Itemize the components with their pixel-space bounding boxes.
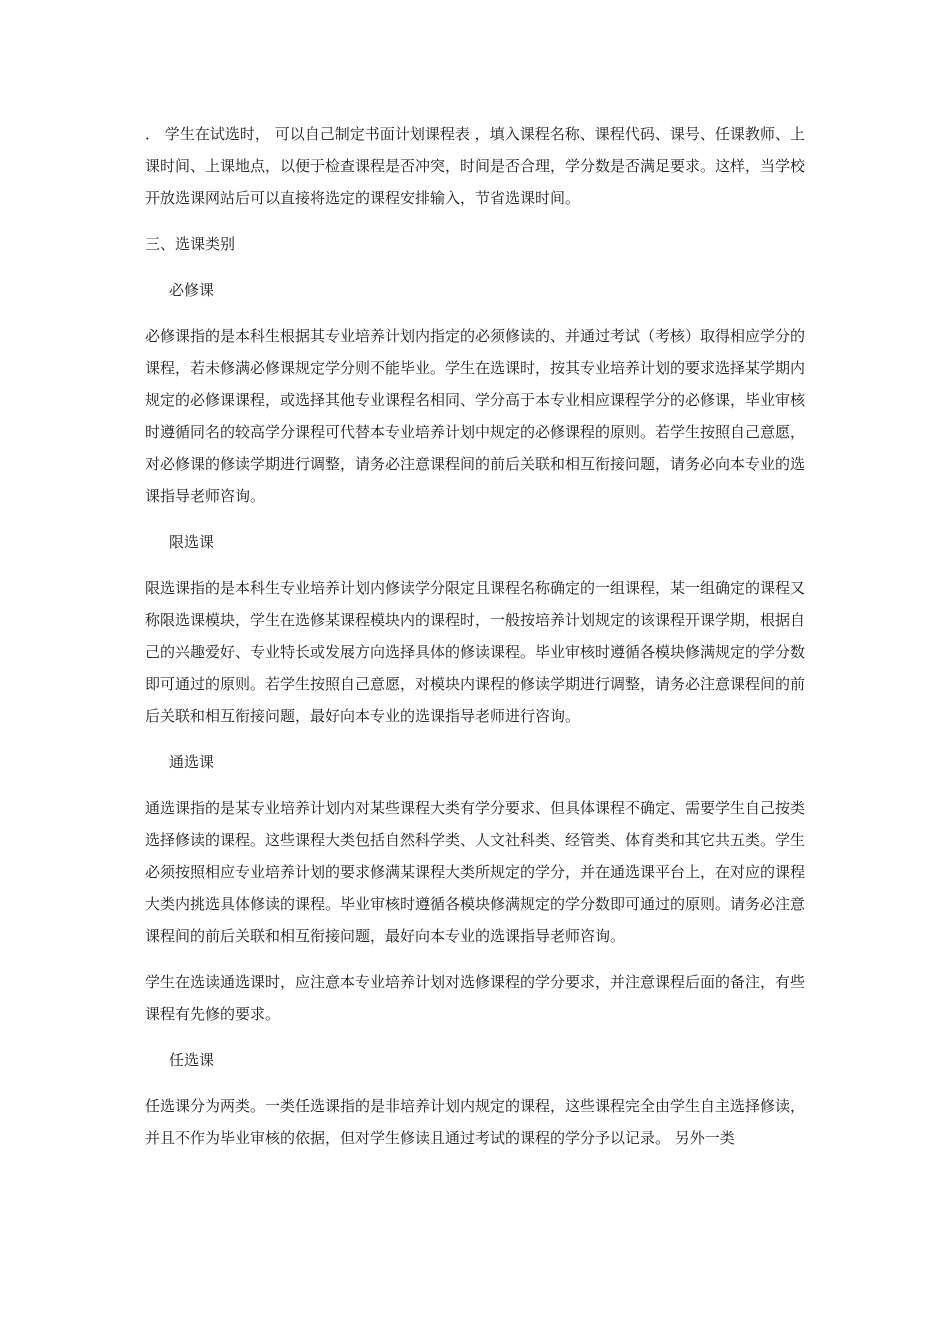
required-course-body: 必修课指的是本科生根据其专业培养计划内指定的必须修读的、并通过考试（考核）取得相应学分的课程，若未修满必修课规定学分则不能毕业。学生在选课时，按其专业培养计划的要求选择某学期内规定的必修课课程，或选择其他专业课程名相同、学分高于本专业相应课程学分的必修课，毕业审核时遵循同名的较高学分课程可代替本专业培养计划中规定的必修课程的原则。若学生按照自己意愿，对必修课的修读学期进行调整，请务必注意课程间的前后关联和相互衔接问题，请务必向本专业的选课指导老师咨询。 bbox=[145, 327, 806, 505]
elective-course-title: 任选课 bbox=[169, 1051, 215, 1069]
required-course-title: 必修课 bbox=[169, 281, 215, 299]
general-course-body: 通选课指的是某专业培养计划内对某些课程大类有学分要求、但具体课程不确定、需要学生自己按类选择修读的课程。这些课程大类包括自然科学类、人文社科类、经管类、体育类和其它共五类。学生必须按照相应专业培养计划的要求修满某课程大类所规定的学分，并在通选课平台上，在对应的课程大类内挑选具体修读的课程。毕业审核时遵循各模块修满规定的学分数即可通过的原则。请务必注意课程间的前后关联和相互衔接问题，最好向本专业的选课指导老师咨询。 bbox=[145, 799, 806, 945]
restricted-course-title: 限选课 bbox=[169, 533, 215, 551]
restricted-course-body: 限选课指的是本科生专业培养计划内修读学分限定且课程名称确定的一组课程，某一组确定的课程又称限选课模块，学生在选修某课程模块内的课程时，一般按培养计划规定的该课程开课学期，根据自己的兴趣爱好、专业特长或发展方向选择具体的修读课程。毕业审核时遵循各模块修满规定的学分数即可通过的原则。若学生按照自己意愿，对模块内课程的修读学期进行调整，请务必注意课程间的前后关联和相互衔接问题，最好向本专业的选课指导老师进行咨询。 bbox=[145, 579, 806, 725]
general-course-note: 学生在选读通选课时，应注意本专业培养计划对选修课程的学分要求，并注意课程后面的备注，有些课程有先修的要求。 bbox=[145, 973, 806, 1023]
elective-course-body: 任选课分为两类。一类任选课指的是非培养计划内规定的课程，这些课程完全由学生自主选择修读，并且不作为毕业审核的依据，但对学生修读且通过考试的课程的学分予以记录。 另外一类 bbox=[145, 1097, 806, 1147]
intro-paragraph: ． 学生在试选时， 可以自己制定书面计划课程表 ，填入课程名称、课程代码、课号、任课教师、上课时间、上课地点，以便于检查课程是否冲突，时间是否合理，学分数是否满足要求。这样，当学校开放选课网站后可以直接将选定的课程安排输入，节省选课时间。 bbox=[145, 125, 806, 207]
section-heading: 三、选课类别 bbox=[145, 235, 236, 253]
document-page bbox=[145, 118, 805, 1168]
general-course-title: 通选课 bbox=[169, 753, 215, 771]
